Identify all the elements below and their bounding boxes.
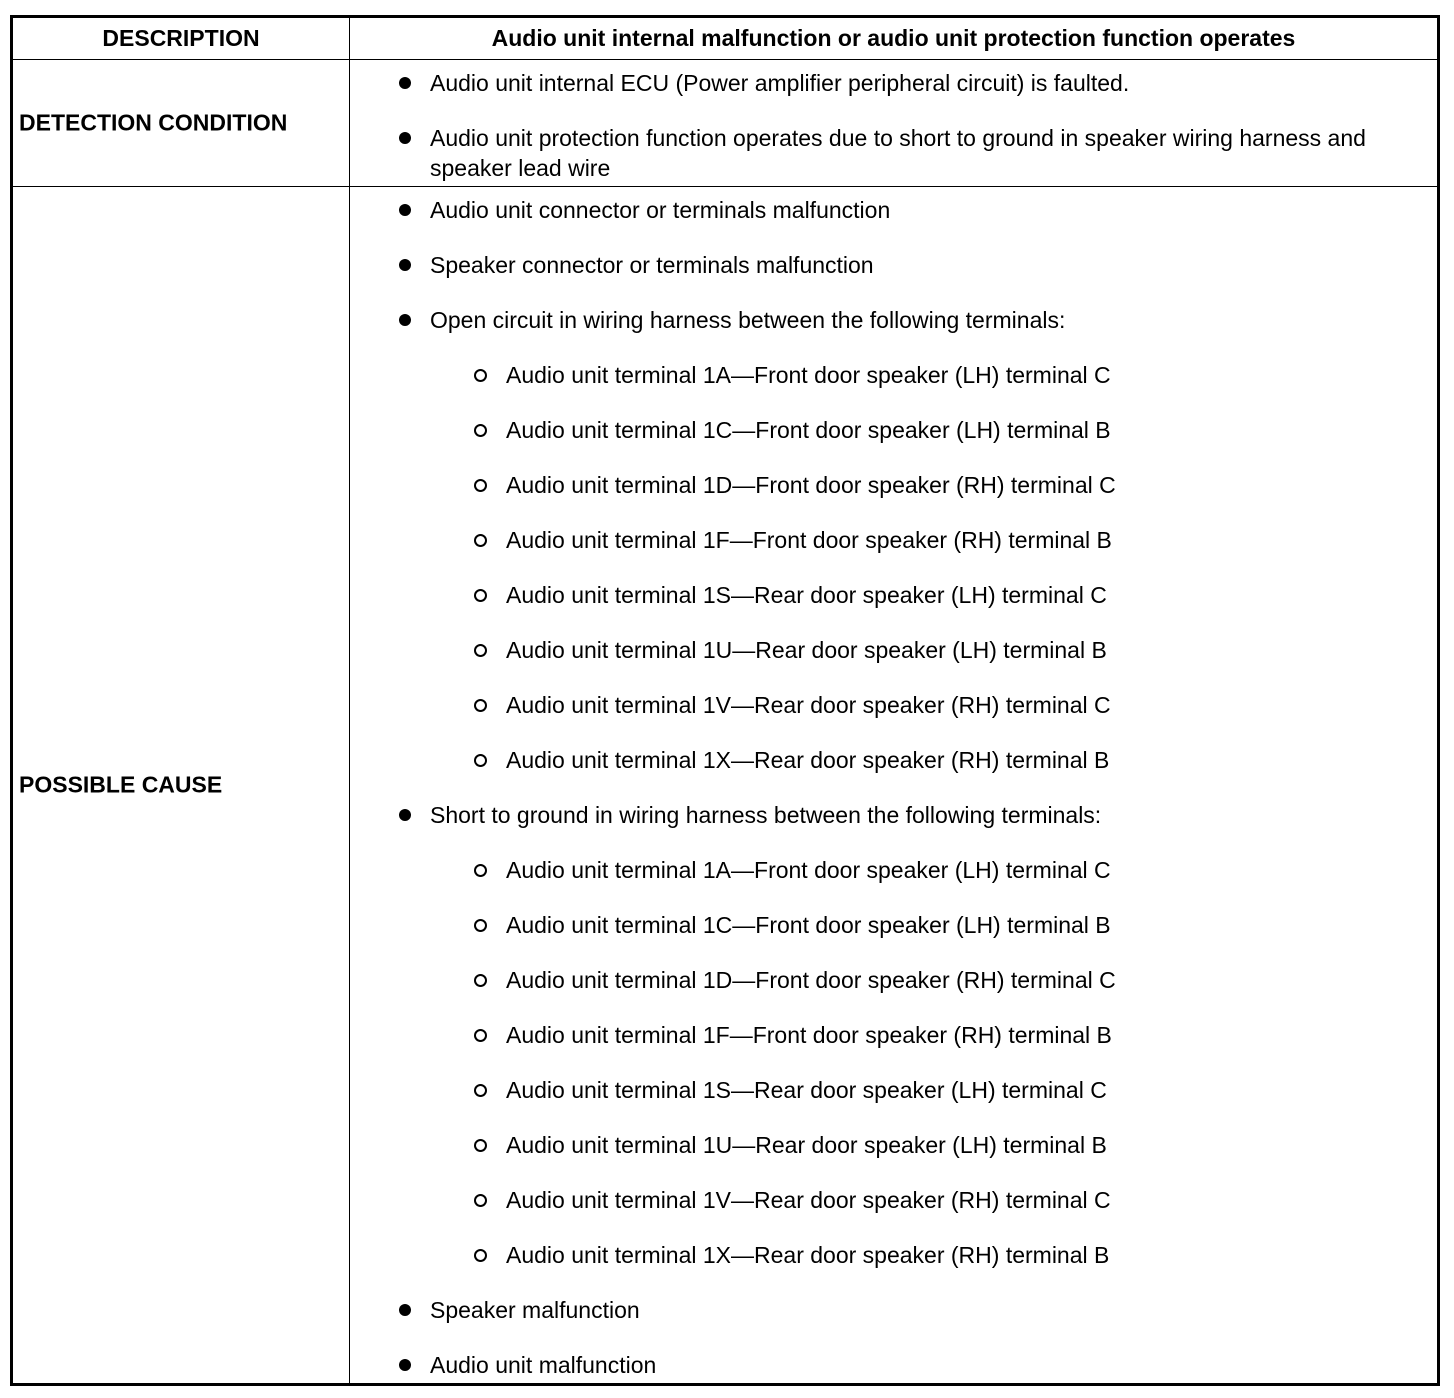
cause-item: Audio unit malfunction (430, 1352, 657, 1378)
open-sub-item: Audio unit terminal 1S—Rear door speaker (LH) terminal C (506, 582, 1107, 608)
circle-bullet-icon (474, 1029, 487, 1042)
detection-row (13, 60, 1437, 187)
circle-bullet-icon (474, 974, 487, 987)
open-sub-item: Audio unit terminal 1C—Front door speaker (LH) terminal B (506, 417, 1111, 443)
header-description: DESCRIPTION (102, 25, 260, 51)
circle-bullet-icon (474, 369, 487, 382)
circle-bullet-icon (474, 1249, 487, 1262)
circle-bullet-icon (474, 699, 487, 712)
cause-item: Open circuit in wiring harness between the following terminals: (430, 307, 1066, 333)
cause-label-cell (13, 187, 350, 1383)
bullet-icon (399, 809, 411, 821)
circle-bullet-icon (474, 479, 487, 492)
bullet-icon (399, 1304, 411, 1316)
header-right-cell (350, 18, 1437, 59)
header-left-cell (13, 18, 350, 59)
short-sub-item: Audio unit terminal 1S—Rear door speaker (LH) terminal C (506, 1077, 1107, 1103)
circle-bullet-icon (474, 534, 487, 547)
detection-item: Audio unit internal ECU (Power amplifier peripheral circuit) is faulted. (430, 70, 1130, 96)
circle-bullet-icon (474, 589, 487, 602)
cause-item: Audio unit connector or terminals malfunction (430, 197, 891, 223)
header-row (13, 18, 1437, 60)
cause-item: Speaker malfunction (430, 1297, 640, 1323)
short-sub-item: Audio unit terminal 1F—Front door speaker (RH) terminal B (506, 1022, 1112, 1048)
short-sub-item: Audio unit terminal 1C—Front door speaker (LH) terminal B (506, 912, 1111, 938)
circle-bullet-icon (474, 864, 487, 877)
circle-bullet-icon (474, 1139, 487, 1152)
short-sub-item: Audio unit terminal 1V—Rear door speaker (RH) terminal C (506, 1187, 1111, 1213)
cause-item: Short to ground in wiring harness between the following terminals: (430, 802, 1102, 828)
detection-content-cell (350, 60, 1437, 186)
cause-row (13, 187, 1437, 1383)
detection-label: DETECTION CONDITION (19, 109, 288, 136)
open-sub-item: Audio unit terminal 1U—Rear door speaker (LH) terminal B (506, 637, 1107, 663)
circle-bullet-icon (474, 644, 487, 657)
detection-label-cell (13, 60, 350, 186)
short-sub-item: Audio unit terminal 1A—Front door speaker (LH) terminal C (506, 857, 1111, 883)
open-sub-item: Audio unit terminal 1V—Rear door speaker (RH) terminal C (506, 692, 1111, 718)
bullet-icon (399, 204, 411, 216)
description-table (10, 15, 1440, 1386)
open-sub-item: Audio unit terminal 1D—Front door speaker (RH) terminal C (506, 472, 1116, 498)
open-sub-item: Audio unit terminal 1F—Front door speaker (RH) terminal B (506, 527, 1112, 553)
short-sub-item: Audio unit terminal 1U—Rear door speaker (LH) terminal B (506, 1132, 1107, 1158)
circle-bullet-icon (474, 1084, 487, 1097)
short-sub-item: Audio unit terminal 1D—Front door speaker (RH) terminal C (506, 967, 1116, 993)
bullet-icon (399, 259, 411, 271)
cause-content-cell (350, 187, 1437, 1383)
bullet-icon (399, 132, 411, 144)
detection-item: Audio unit protection function operates due to short to ground in speaker wiring harness and speaker lead wire (430, 125, 1366, 181)
bullet-icon (399, 77, 411, 89)
circle-bullet-icon (474, 1194, 487, 1207)
circle-bullet-icon (474, 424, 487, 437)
cause-item: Speaker connector or terminals malfunction (430, 252, 874, 278)
open-sub-item: Audio unit terminal 1A—Front door speaker (LH) terminal C (506, 362, 1111, 388)
circle-bullet-icon (474, 919, 487, 932)
circle-bullet-icon (474, 754, 487, 767)
bullet-icon (399, 314, 411, 326)
cause-label: POSSIBLE CAUSE (19, 771, 223, 798)
header-title: Audio unit internal malfunction or audio unit protection function operates (491, 25, 1296, 51)
bullet-icon (399, 1359, 411, 1371)
open-sub-item: Audio unit terminal 1X—Rear door speaker (RH) terminal B (506, 747, 1110, 773)
short-sub-item: Audio unit terminal 1X—Rear door speaker (RH) terminal B (506, 1242, 1110, 1268)
